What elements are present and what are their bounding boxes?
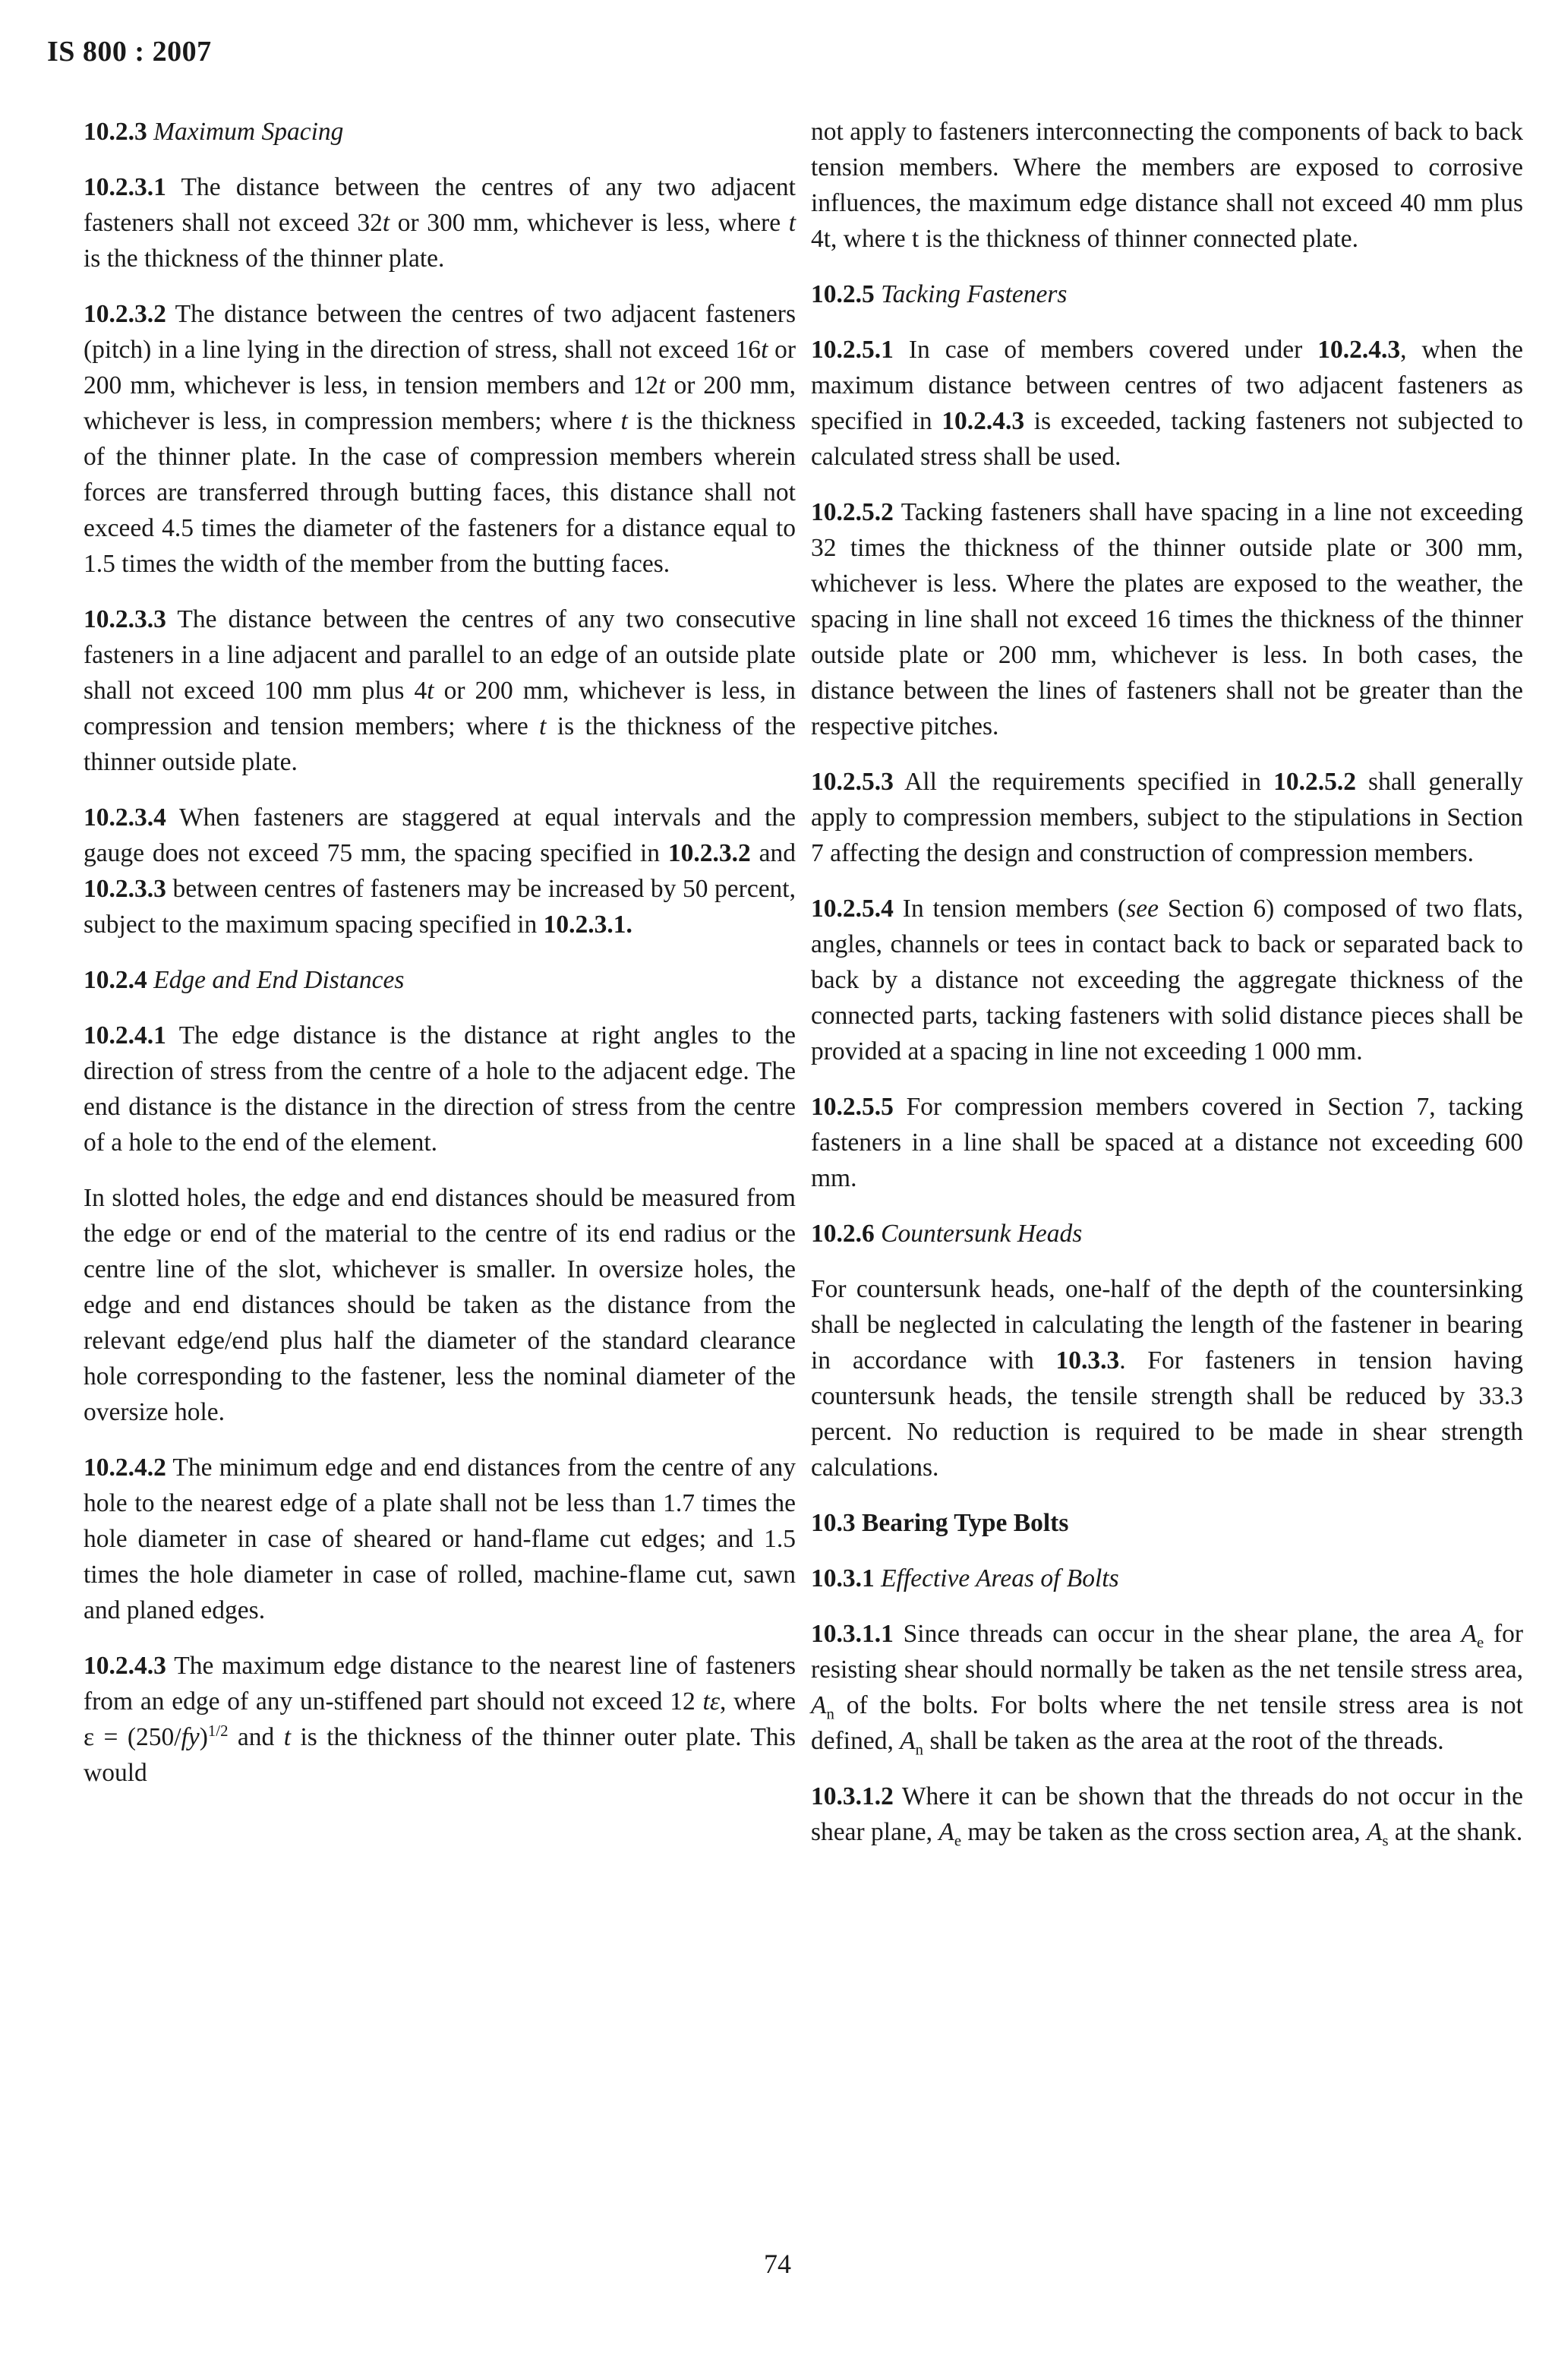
clause-10-2-3-2: 10.2.3.2 The distance between the centres of two adjacent fasteners (pitch) in a line lying in the direction of stress, shall not exceed 16t or 200 mm, whichever is less, in tension members and 12t or 200 mm, whichever is less, in compression members; where t is the thickness of the thinner plate. In the case of compression members wherein forces are transferred through butting faces, this distance shall not exceed 4.5 times the diameter of the fasteners for a distance equal to 1.5 times the width of the member from the butting faces. (84, 300, 796, 578)
clause-number: 10.2.4.1 (84, 1021, 166, 1050)
clause-10-2-4-3: 10.2.4.3 The maximum edge distance to the nearest line of fasteners from an edge of any un-stiffened part should not exceed 12 tε, where $\varepsilon = (250/fy)^{1/2}$ and t is the thickness of the thinner outer plate. This would (84, 1652, 796, 1787)
standard-header: IS 800 : 2007 (47, 36, 212, 68)
section-heading-10-2-4 (84, 962, 796, 998)
clause-number: 10.2.5.5 (811, 1093, 894, 1121)
clause-number: 10.2.3.3 (84, 605, 166, 633)
section-heading-10-2-5 (811, 276, 1523, 312)
clause-10-2-5-4: 10.2.5.4 In tension members (see Section 6) composed of two flats, angles, channels or tees in contact back to back or separated back to back by a distance not exceeding the aggregate thickness of the connected parts, tacking fasteners with solid distance pieces shall be provided at a spacing in line not exceeding 1 000 mm. (811, 895, 1523, 1065)
clause-10-2-5-5: 10.2.5.5 For compression members covered in Section 7, tacking fasteners in a line shall be spaced at a distance not exceeding 600 mm. (811, 1093, 1523, 1192)
clause-10-2-3-4: 10.2.3.4 When fasteners are staggered at equal intervals and the gauge does not exceed 75 mm, the spacing specified in 10.2.3.2 and 10.2.3.3 between centres of fasteners may be increased by 50 percent, subject to the maximum spacing specified in 10.2.3.1. (84, 803, 796, 939)
clause-number: 10.2.3.4 (84, 803, 166, 832)
cross-reference: 10.2.3.2 (667, 839, 751, 867)
section-heading-10-2-3 (84, 114, 796, 150)
paragraph-continued: not apply to fasteners interconnecting the components of back to back tension members. Where the members are exposed to corrosive influences, the maximum edge distance shall not exceed 40 mm plus 4t, where t is the thickness of thinner connected plate. (811, 118, 1523, 253)
section-heading-10-3-1 (811, 1561, 1523, 1596)
section-heading-10-3: 10.3 Bearing Type Bolts (811, 1509, 1069, 1537)
section-heading-10-2-6 (811, 1216, 1523, 1252)
clause-10-2-5-1: 10.2.5.1 In case of members covered under 10.2.4.3, when the maximum distance between centres of two adjacent fasteners as specified in 10.2.4.3 is exceeded, tacking fasteners not subjected to calculated stress shall be used. (811, 336, 1523, 471)
cross-reference: 10.2.3.3 (84, 875, 166, 903)
clause-number: 10.2.4.2 (84, 1454, 166, 1482)
paragraph-countersunk: For countersunk heads, one-half of the depth of the countersinking shall be neglected in calculating the length of the fastener in bearing in accordance with 10.3.3. For fasteners in tension having countersunk heads, the tensile strength shall be reduced by 33.3 percent. No reduction is required to be made in shear strength calculations. (811, 1275, 1524, 1482)
clause-10-3-1-1: 10.3.1.1 Since threads can occur in the shear plane, the area $A_e$ for resisting shear should normally be taken as the net tensile stress area, $A_n$ of the bolts. For bolts where the net tensile stress area is not defined, $A_n$ shall be taken as the area at the root of the threads. (811, 1620, 1524, 1759)
clause-number: 10.2.5.4 (811, 895, 894, 923)
section-title: Edge and End Distances (153, 966, 405, 994)
cross-reference: 10.3.3 (1055, 1346, 1120, 1375)
section-title: Maximum Spacing (153, 118, 344, 146)
clause-10-2-3-1: 10.2.3.1 The distance between the centres of any two adjacent fasteners shall not exceed 32t or 300 mm, whichever is less, where t is the thickness of the thinner plate. (84, 173, 796, 273)
clause-number: 10.3.1.2 (811, 1782, 894, 1810)
section-number: 10.2.5 (811, 280, 875, 308)
cross-reference: 10.2.4.3 (1317, 336, 1401, 364)
clause-10-2-5-3: 10.2.5.3 All the requirements specified in 10.2.5.2 shall generally apply to compression members, subject to the stipulations in Section 7 affecting the design and construction of compression members. (811, 768, 1524, 867)
paragraph-slotted-holes: In slotted holes, the edge and end distances should be measured from the edge or end of the material to the centre of its end radius or the centre line of the slot, whichever is smaller. In oversize holes, the edge and end distances should be taken as the distance from the relevant edge/end plus half the diameter of the standard clearance hole corresponding to the fastener, less the nominal diameter of the oversize hole. (84, 1184, 796, 1426)
page-number: 74 (764, 2249, 791, 2279)
clause-number: 10.2.4.3 (84, 1652, 166, 1680)
section-number: 10.2.4 (84, 966, 147, 994)
clause-number: 10.2.3.1 (84, 173, 166, 201)
clause-number: 10.3.1.1 (811, 1620, 894, 1648)
section-number: 10.2.3 (84, 118, 147, 146)
clause-10-2-4-2: 10.2.4.2 The minimum edge and end distances from the centre of any hole to the nearest edge of a plate shall not be less than 1.7 times the hole diameter in case of sheared or hand-flame cut edges; and 1.5 times the hole diameter in case of rolled, machine-flame cut, sawn and planed edges. (84, 1454, 796, 1624)
cross-reference: 10.2.4.3 (942, 407, 1025, 435)
section-title: Effective Areas of Bolts (881, 1564, 1119, 1592)
clause-number: 10.2.5.1 (811, 336, 894, 364)
clause-number: 10.2.3.2 (84, 300, 166, 328)
clause-10-3-1-2: 10.3.1.2 Where it can be shown that the threads do not occur in the shear plane, $A_e$ may be taken as the cross section area, $A_s$ at the shank. (811, 1782, 1523, 1850)
cross-reference: 10.2.3.1. (543, 911, 632, 939)
left-column (84, 114, 796, 1791)
clause-10-2-4-1: 10.2.4.1 The edge distance is the distance at right angles to the direction of stress from the centre of a hole to the adjacent edge. The end distance is the distance in the direction of stress from the centre of a hole to the end of the element. (84, 1021, 796, 1157)
clause-10-2-3-3: 10.2.3.3 The distance between the centres of any two consecutive fasteners in a line adjacent and parallel to an edge of an outside plate shall not exceed 100 mm plus 4t or 200 mm, whichever is less, in compression and tension members; where t is the thickness of the thinner outside plate. (84, 605, 796, 776)
section-number: 10.2.6 (811, 1220, 875, 1248)
right-column (811, 114, 1523, 1850)
section-number: 10.3.1 (811, 1564, 875, 1592)
clause-number: 10.2.5.2 (811, 498, 894, 526)
clause-10-2-5-2: 10.2.5.2 Tacking fasteners shall have spacing in a line not exceeding 32 times the thickness of the thinner outside plate or 300 mm, whichever is less. Where the plates are exposed to the weather, the spacing in line shall not exceed 16 times the thickness of the thinner outside plate or 200 mm, whichever is less. In both cases, the distance between the lines of fasteners shall not be greater than the respective pitches. (811, 498, 1523, 740)
clause-number: 10.2.5.3 (811, 768, 894, 796)
section-title: Tacking Fasteners (881, 280, 1068, 308)
cross-reference: 10.2.5.2 (1273, 768, 1356, 796)
section-title: Countersunk Heads (881, 1220, 1083, 1248)
